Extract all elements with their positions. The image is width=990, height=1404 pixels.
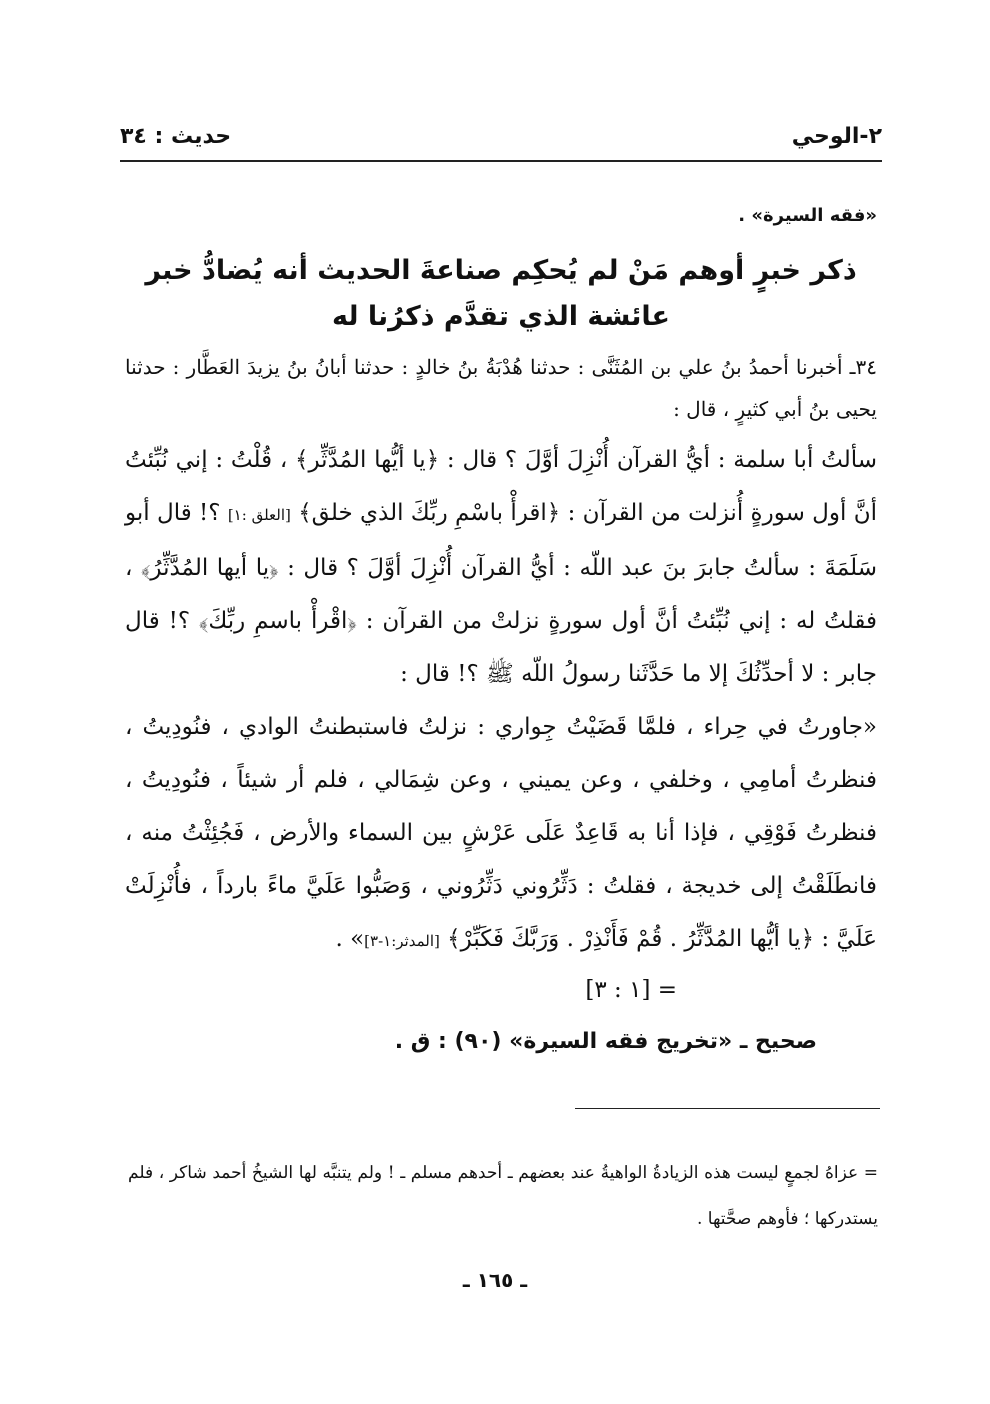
running-header (120, 118, 882, 158)
quran-reference-alaq: [العلق :١] (227, 506, 291, 524)
heading-line-1: ذكر خبرٍ أوهم مَنْ لم يُحكِم صناعةَ الحديث أنه يُضادُّ خبر (145, 255, 857, 286)
page-number: ـ ١٦٥ ـ (462, 1268, 528, 1292)
intro-line: «فقه السيرة» . (738, 205, 877, 226)
quran-reference-muddathir: [المدثر:١-٣] (364, 932, 440, 950)
hadith-paragraph-1 (125, 434, 877, 701)
authenticity-verdict: صحيح ـ «تخريج فقه السيرة» (٩٠) : ق . (394, 1029, 817, 1054)
main-text (125, 205, 877, 1064)
paragraph-2-text-b: » . (335, 926, 365, 952)
chapter-title: ٢-الوحي (791, 124, 882, 149)
hadith-paragraph-2 (125, 701, 877, 968)
paragraph-2-text-a: «جاورتُ في حِراء ، فلمَّا قَضَيْتُ جِواري : نزلتُ فاستبطنتُ الوادي ، فنُودِيتُ ، فنظرتُ أمامِي ، وخلفي ، وعن يميني ، وعن شِمَالي ، فلم أر شيئاً ، فنُودِيتُ ، فنظرتُ فَوْقِي ، فإذا أنا به قَاعِدٌ عَلَى عَرْشٍ بين السماء والأرض ، فَجُئِثْتُ منه ، فانطَلَقْتُ إلى خديجة ، فقلتُ : دَثِّرُوني دَثِّرُوني ، وَصَبُّوا عَلَيَّ ماءً بارداً ، فأُنْزِلَتْ عَلَيَّ : ﴿يا أيُّها المُدَّثِّرُ . قُمْ فَأَنْذِرْ . وَرَبَّكَ فَكَبِّرْ﴾ (125, 714, 877, 952)
footnote-divider (575, 1108, 880, 1109)
section-heading (125, 248, 877, 340)
footnote: = عزاهُ لجمعٍ ليست هذه الزيادةُ الواهيةُ عند بعضهم ـ أحدهم مسلم ـ ! ولم يتنبَّه لها الشيخُ أحمد شاكر ، فلم يستدركها ؛ فأوهم صحَّتها . (128, 1163, 878, 1229)
paragraph-1-text-a: سألتُ أبا سلمة : أيُّ القرآن أُنْزِلَ أوَّلَ ؟ قال : ﴿يا أيُّها المُدَّثِّر﴾ ، قُلْتُ : إني نُبِّئتُ أنَّ أول سورةٍ أُنزلت من القرآن : ﴿اقرأْ باسْمِ ربِّكَ الذي خلق﴾ (125, 447, 877, 526)
hadith-number: حديث : ٣٤ (120, 124, 232, 149)
cross-reference: = [١ : ٣] (585, 977, 677, 1003)
header-divider (120, 160, 882, 162)
heading-line-2: عائشة الذي تقدَّم ذكرُنا له (331, 301, 670, 332)
isnad-paragraph: ٣٤ـ أخبرنا أحمدُ بنُ علي بن المُثَنَّى : حدثنا هُدْبَةُ بنُ خالدٍ : حدثنا أبانُ بنُ يزيدَ العَطَّار : حدثنا يحيى بنُ أبي كثيرٍ ، قال : (125, 355, 877, 421)
paragraph-1-text-b: ؟! قال أبو سَلَمَةَ : سألتُ جابرَ بنَ عبد اللّه : أيُّ القرآن أُنْزِلَ أوَّلَ ؟ قال : ﴿يا أيها المُدَّثِّرُ﴾ ، فقلتُ له : إني نُبِّئتُ أنَّ أول سورةٍ نزلتْ من القرآن : ﴿اقْرأْ باسمِ ربِّكَ﴾ ؟! قال جابر : لا أحدِّثُكَ إلا ما حَدَّثَنا رسولُ اللّه ﷺ ؟! قال : (125, 500, 877, 687)
